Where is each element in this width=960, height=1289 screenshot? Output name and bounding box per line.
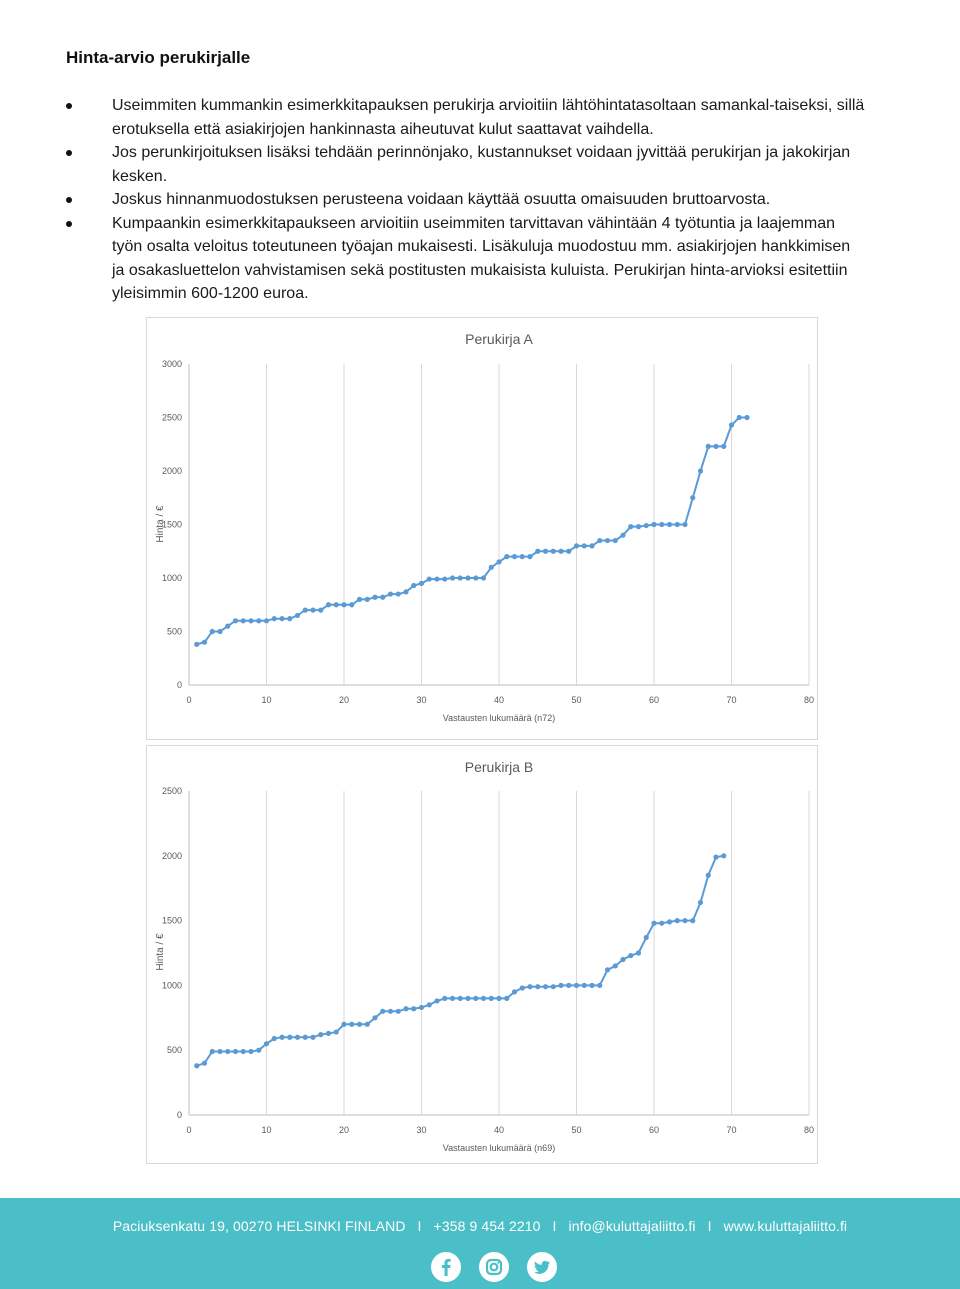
data-point [248, 1049, 253, 1054]
footer-address: Paciuksenkatu 19, 00270 HELSINKI FINLAND [112, 1218, 406, 1234]
data-point [303, 608, 308, 613]
x-tick-label: 30 [416, 695, 427, 705]
data-point [434, 998, 439, 1003]
data-point [496, 559, 501, 564]
data-point [310, 1035, 315, 1040]
chart-title: Perukirja A [465, 331, 533, 347]
data-point [512, 554, 517, 559]
data-point [551, 549, 556, 554]
data-point [411, 1006, 416, 1011]
data-point [651, 522, 656, 527]
x-tick-label: 80 [803, 695, 815, 705]
data-point [272, 616, 277, 621]
footer [0, 1198, 960, 1289]
y-tick-label: 1500 [161, 519, 182, 530]
data-point [706, 444, 711, 449]
data-point [264, 1041, 269, 1046]
data-point [628, 524, 633, 529]
data-point [396, 1009, 401, 1014]
data-point [326, 1031, 331, 1036]
document-title: Hinta-arvio perukirjalle [66, 48, 251, 67]
data-point [272, 1036, 277, 1041]
data-point [721, 853, 726, 858]
data-point [481, 575, 486, 580]
data-point [496, 996, 501, 1001]
data-point [737, 415, 742, 420]
y-tick-label: 1000 [161, 573, 182, 583]
data-point [341, 1022, 346, 1027]
data-point [427, 576, 432, 581]
footer-separator: I [707, 1218, 712, 1234]
data-point [574, 983, 579, 988]
y-tick-label: 0 [176, 1110, 182, 1120]
data-point [721, 444, 726, 449]
footer-contact-line [0, 1218, 960, 1234]
data-point [690, 495, 695, 500]
chart-a-svg [147, 318, 819, 741]
data-point [489, 565, 494, 570]
data-point [256, 618, 261, 623]
x-tick-label: 40 [493, 1125, 505, 1135]
data-point [349, 1022, 354, 1027]
data-point [233, 618, 238, 623]
data-point [357, 597, 362, 602]
footer-separator: I [552, 1218, 557, 1234]
y-tick-label: 2500 [161, 412, 182, 423]
data-point [388, 591, 393, 596]
data-point [682, 918, 687, 923]
data-point [613, 538, 618, 543]
data-point [287, 1035, 292, 1040]
data-point [520, 985, 525, 990]
data-point [597, 538, 602, 543]
data-point [295, 1035, 300, 1040]
y-tick-label: 1000 [161, 980, 182, 991]
data-point [675, 522, 680, 527]
x-tick-label: 10 [261, 695, 272, 705]
data-point [636, 524, 641, 529]
data-point [442, 576, 447, 581]
chart-perukirja-b [146, 745, 818, 1164]
y-tick-label: 500 [166, 626, 182, 637]
data-point [551, 984, 556, 989]
data-point [349, 602, 354, 607]
data-point [574, 543, 579, 548]
data-point [566, 983, 571, 988]
data-point [217, 1049, 222, 1054]
data-point [287, 616, 292, 621]
x-tick-label: 50 [571, 1125, 582, 1135]
data-point [419, 581, 424, 586]
data-point [318, 1032, 323, 1037]
data-point [527, 554, 532, 559]
x-axis-label: Vastausten lukumäärä (n69) [442, 1143, 556, 1153]
data-point [248, 618, 253, 623]
data-point [450, 575, 455, 580]
x-tick-label: 0 [186, 1125, 192, 1135]
data-point [279, 616, 284, 621]
data-point [667, 522, 672, 527]
data-point [194, 1063, 199, 1068]
data-point [225, 1049, 230, 1054]
data-point [233, 1049, 238, 1054]
data-point [504, 996, 509, 1001]
data-point [744, 415, 749, 420]
x-tick-label: 20 [338, 695, 350, 705]
data-point [194, 642, 199, 647]
data-point [365, 1022, 370, 1027]
data-point [481, 996, 486, 1001]
footer-phone[interactable]: +358 9 454 2210 [433, 1218, 541, 1234]
data-point [380, 1009, 385, 1014]
instagram-icon[interactable] [479, 1252, 509, 1282]
data-point [690, 918, 695, 923]
data-point [217, 629, 222, 634]
data-point [419, 1005, 424, 1010]
data-point [450, 996, 455, 1001]
y-tick-label: 3000 [161, 359, 182, 369]
data-point [411, 583, 416, 588]
data-point [202, 1061, 207, 1066]
data-point [434, 576, 439, 581]
data-point [535, 984, 540, 989]
twitter-icon[interactable] [527, 1252, 557, 1282]
data-point [202, 640, 207, 645]
chart-title: Perukirja B [464, 759, 534, 775]
chart-perukirja-a [146, 317, 818, 740]
data-point [458, 996, 463, 1001]
x-tick-label: 0 [186, 695, 192, 705]
x-tick-label: 10 [261, 1125, 272, 1135]
data-point [241, 618, 246, 623]
data-point [326, 602, 331, 607]
data-point [504, 554, 509, 559]
data-point [210, 629, 215, 634]
facebook-icon[interactable] [431, 1252, 461, 1282]
y-tick-label: 1500 [161, 915, 182, 926]
x-tick-label: 30 [416, 1125, 427, 1135]
data-point [659, 921, 664, 926]
data-point [535, 549, 540, 554]
series-line [197, 418, 747, 645]
data-point [520, 554, 525, 559]
bullet-text: Kumpaankin esimerkkitapaukseen arvioitiin useimmiten tarvittavan vähintään 4 työtuntia ja laajemman työn osalta veloitus toteutuneen työajan mukaisesti. Lisäkuluja muodostuu mm. asiakirjojen hankkimisen ja osakasluettelon vahvistamisen sekä postitusten mukaisista kuluista. Perukirjan hinta-arvioksi esitettiin yleisimmin 600-1200 euroa. [112, 214, 851, 302]
data-point [295, 613, 300, 618]
data-point [512, 989, 517, 994]
x-tick-label: 40 [493, 695, 505, 705]
x-tick-label: 70 [726, 695, 737, 705]
data-point [667, 919, 672, 924]
data-point [458, 575, 463, 580]
y-tick-label: 0 [176, 680, 182, 690]
data-point [543, 984, 548, 989]
data-point [388, 1009, 393, 1014]
data-point [357, 1022, 362, 1027]
data-point [659, 522, 664, 527]
data-point [442, 996, 447, 1001]
footer-email[interactable]: info@kuluttajaliitto.fi [568, 1218, 696, 1234]
bullet-text: Jos perunkirjoituksen lisäksi tehdään perinnönjako, kustannukset voidaan jyvittää perukirjan ja jakokirjan kesken. [112, 144, 851, 185]
data-point [365, 597, 370, 602]
data-point [620, 533, 625, 538]
data-point [372, 1015, 377, 1020]
data-point [543, 549, 548, 554]
x-tick-label: 80 [803, 1125, 815, 1135]
data-point [605, 967, 610, 972]
data-point [698, 900, 703, 905]
bullet-item [66, 141, 866, 188]
data-point [597, 983, 602, 988]
data-point [403, 589, 408, 594]
data-point [465, 575, 470, 580]
data-point [473, 996, 478, 1001]
data-point [396, 591, 401, 596]
data-point [613, 963, 618, 968]
data-point [334, 1029, 339, 1034]
data-point [210, 1049, 215, 1054]
data-point [527, 984, 532, 989]
x-tick-label: 60 [648, 1125, 660, 1135]
data-point [264, 618, 269, 623]
y-axis-label: Hinta / € [155, 505, 166, 543]
bullet-text: Useimmiten kummankin esimerkkitapauksen perukirja arvioitiin lähtöhintatasoltaan samankal-taiseksi, sillä erotuksella että asiakirjojen hankinnasta aiheutuvat kulut saattavat vaihdella. [112, 97, 865, 138]
data-point [341, 602, 346, 607]
data-point [566, 549, 571, 554]
data-point [310, 608, 315, 613]
data-point [589, 543, 594, 548]
data-point [380, 595, 385, 600]
data-point [582, 983, 587, 988]
data-point [706, 873, 711, 878]
data-point [465, 996, 470, 1001]
bullet-text: Joskus hinnanmuodostuksen perusteena voidaan käyttää osuutta omaisuuden bruttoarvosta. [112, 191, 771, 208]
data-point [675, 918, 680, 923]
data-point [558, 549, 563, 554]
data-point [713, 854, 718, 859]
data-point [620, 957, 625, 962]
data-point [303, 1035, 308, 1040]
data-point [644, 935, 649, 940]
data-point [589, 983, 594, 988]
data-point [489, 996, 494, 1001]
data-point [334, 602, 339, 607]
y-tick-label: 500 [166, 1045, 182, 1056]
data-point [403, 1006, 408, 1011]
x-axis-label: Vastausten lukumäärä (n72) [442, 713, 556, 723]
chart-b-svg [147, 746, 819, 1165]
bullet-list [66, 94, 866, 306]
bullet-item [66, 212, 866, 306]
data-point [241, 1049, 246, 1054]
data-point [698, 468, 703, 473]
data-point [558, 983, 563, 988]
series-line [197, 856, 724, 1066]
data-point [644, 523, 649, 528]
bullet-dot [66, 221, 72, 227]
data-point [279, 1035, 284, 1040]
data-point [582, 543, 587, 548]
footer-separator: I [417, 1218, 422, 1234]
data-point [713, 444, 718, 449]
data-point [636, 950, 641, 955]
bullet-dot [66, 197, 72, 203]
data-point [318, 608, 323, 613]
footer-website[interactable]: www.kuluttajaliitto.fi [723, 1218, 848, 1234]
y-axis-label: Hinta / € [155, 933, 166, 971]
data-point [225, 624, 230, 629]
x-tick-label: 70 [726, 1125, 737, 1135]
bullet-item [66, 188, 866, 212]
x-tick-label: 20 [338, 1125, 350, 1135]
bullet-dot [66, 103, 72, 109]
data-point [427, 1002, 432, 1007]
data-point [729, 422, 734, 427]
y-tick-label: 2000 [161, 466, 182, 476]
data-point [605, 538, 610, 543]
y-tick-label: 2000 [161, 850, 182, 861]
x-tick-label: 60 [648, 695, 660, 705]
data-point [651, 921, 656, 926]
data-point [682, 522, 687, 527]
data-point [256, 1048, 261, 1053]
data-point [628, 953, 633, 958]
data-point [473, 575, 478, 580]
bullet-dot [66, 150, 72, 156]
x-tick-label: 50 [571, 695, 582, 705]
y-tick-label: 2500 [161, 786, 182, 796]
bullet-item [66, 94, 866, 141]
data-point [372, 595, 377, 600]
